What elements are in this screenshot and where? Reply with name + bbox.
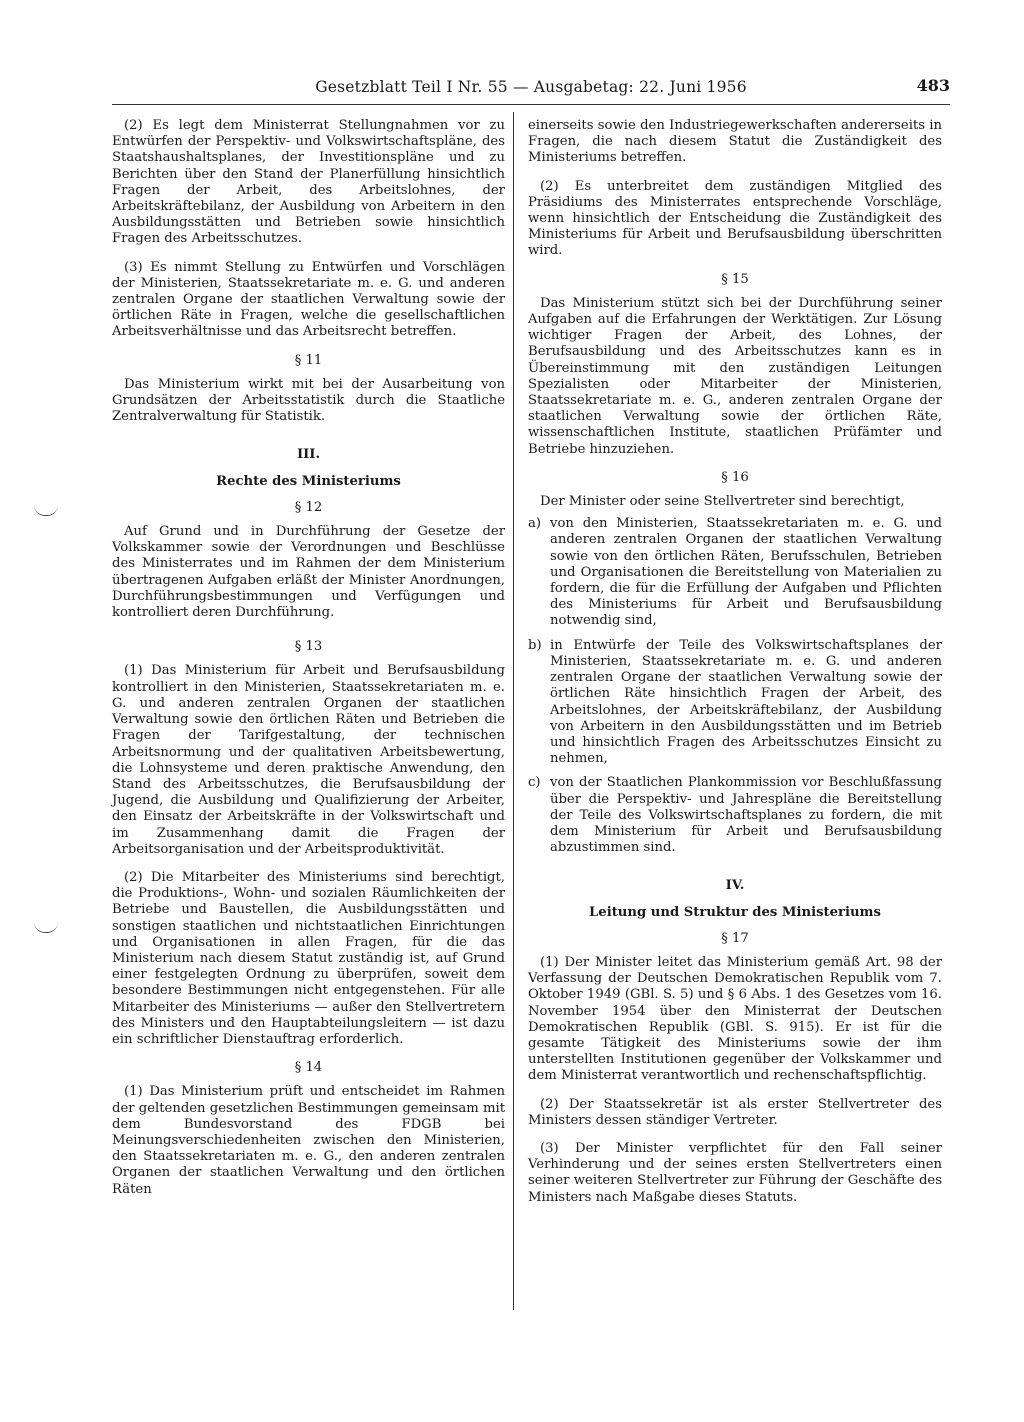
section-title: § 15 — [721, 271, 749, 287]
part-heading: Leitung und Struktur des Ministeriums — [589, 904, 881, 920]
section-title: § 14 — [294, 1060, 323, 1076]
list-item — [528, 775, 942, 856]
list-marker: a) — [528, 516, 542, 532]
paragraph: Der Minister oder seine Stellvertreter sind berechtigt, — [540, 494, 905, 510]
column-divider — [513, 112, 514, 1310]
page-header — [112, 76, 950, 102]
part-numeral: IV. — [725, 878, 745, 894]
paragraph: (3) Es nimmt Stellung zu Entwürfen und Vorschlägen der Ministerien, Staatssekretariate m. e. G. und anderen zentralen Organe der staatlichen Verwaltung sowie der örtlichen Räte in Fragen, welche die gesellschaftlichen Arbeitsverhältnisse und das Arbeitsrecht betreffen. — [112, 259, 505, 340]
part-numeral: III. — [296, 447, 321, 463]
header-rule — [112, 104, 950, 105]
paragraph: Auf Grund und in Durchführung der Gesetze der Volkskammer sowie der Verordnungen und Beschlüsse des Ministerrates und im Rahmen der dem Ministerium übertragenen Aufgaben erläßt der Minister Anordnungen, Durchführungsbestimmungen und Verfügungen und kontrolliert deren Durchführung. — [112, 524, 505, 621]
section-title: § 11 — [294, 352, 323, 368]
list-item — [528, 638, 942, 768]
margin-hole-mark — [34, 505, 58, 516]
list-item-text: in Entwürfe der Teile des Volkswirtschaftsplanes der Ministerien, Staatssekretariate m. e. G. und anderen zentralen Organe der staatlichen Verwaltung sowie der örtlichen Räte hinsichtlich Fragen der Arbeit, des Arbeitslohnes, der Arbeitskräftebilanz, der Ausbildung von Arbeitern in den Ausbildungsstätten und im Betrieb und hinsichtlich Fragen des Arbeitsschutzes Einsicht zu nehmen, — [550, 637, 942, 767]
gazette-title: Gesetzblatt Teil I Nr. 55 — Ausgabetag: 22. Juni 1956 — [315, 78, 747, 96]
left-column — [112, 118, 505, 1210]
paragraph: (1) Das Ministerium prüft und entscheidet im Rahmen der geltenden gesetzlichen Bestimmungen gemeinsam mit dem Bundesvorstand des FDGB bei Meinungsverschiedenheiten zwischen den Ministerien, den Staatssekretariaten m. e. G., den anderen zentralen Organen der staatlichen Verwaltung und den örtlichen Räten — [112, 1084, 505, 1197]
paragraph: (1) Das Ministerium für Arbeit und Berufsausbildung kontrolliert in den Ministerien, Staatssekretariaten m. e. G. und anderen zentralen Organen der staatlichen Verwaltung sowie den örtlichen Räten und Betrieben die Fragen der Tarifgestaltung, der technischen Arbeitsnormung und der qualitativen Arbeitsbewertung, die Lohnsysteme und deren praktische Anwendung, den Stand des Arbeitsschutzes, die Berufsausbildung der Jugend, die Ausbildung und Qualifizierung der Arbeiter, den Einsatz der Arbeitskräfte in der Volkswirtschaft und im Zusammenhang damit die Fragen der Arbeitsorganisation und der Arbeitsproduktivität. — [112, 663, 505, 857]
list-marker: b) — [528, 637, 542, 653]
list-item-text: von der Staatlichen Plankommission vor Beschlußfassung über die Perspektiv- und Jahrespläne die Bereitstellung der Teile des Volkswirtschaftsplanes zu fordern, die mit dem Ministerium für Arbeit und Berufsausbildung abzustimmen sind. — [550, 775, 942, 856]
paragraph: einerseits sowie den Industriegewerkschaften andererseits in Fragen, die nach diesem Statut die Zuständigkeit des Ministeriums betreffen. — [528, 118, 942, 166]
paragraph: (2) Der Staatssekretär ist als erster Stellvertreter des Ministers dessen ständiger Vertreter. — [528, 1096, 942, 1128]
paragraph: Das Ministerium wirkt mit bei der Ausarbeitung von Grundsätzen der Arbeitsstatistik durch die Staatliche Zentralverwaltung für Statistik. — [112, 376, 505, 425]
list-item — [528, 516, 942, 629]
paragraph: (3) Der Minister verpflichtet für den Fall seiner Verhinderung und der seines ersten Stellvertreters einen seiner weiteren Stellvertreter zur Führung der Geschäfte des Ministers nach Maßgabe dieses Statuts. — [528, 1140, 942, 1205]
section-title: § 17 — [721, 930, 749, 946]
paragraph: (2) Es legt dem Ministerrat Stellungnahmen vor zu Entwürfen der Perspektiv- und Volkswirtschaftspläne, des Staatshaushaltsplanes, der Investitionspläne und zu Berichten über den Stand der Planerfüllung hinsichtlich Fragen der Arbeit, des Arbeitslohnes, der Arbeitskräftebilanz, der Ausbildung von Arbeitern in den Ausbildungsstätten und Betrieben sowie hinsichtlich Fragen des Arbeitsschutzes. — [112, 118, 505, 247]
right-column — [528, 118, 942, 1218]
section-title: § 13 — [294, 639, 323, 655]
list-marker: c) — [528, 775, 541, 791]
section-title: § 12 — [294, 499, 323, 515]
paragraph: (2) Es unterbreitet dem zuständigen Mitglied des Präsidiums des Ministerrates entsprechende Vorschläge, wenn hinsichtlich der Entscheidung die Zuständigkeit des Ministeriums für Arbeit und Berufsausbildung überschritten wird. — [528, 178, 942, 259]
page-number: 483 — [916, 76, 950, 95]
paragraph: (2) Die Mitarbeiter des Ministeriums sind berechtigt, die Produktions-, Wohn- und sozialen Räumlichkeiten der Betriebe und Baustellen, die Ausbildungsstätten und sonstigen staatlichen und nichtstaatlichen Einrichtungen und Organisationen in allen Fragen, für die das Ministerium nach diesem Statut zuständig ist, auf Grund einer festgelegten Ordnung zu überprüfen, soweit dem besondere Bestimmungen nicht entgegenstehen. Für alle Mitarbeiter des Ministeriums — außer den Stellvertretern des Ministers und den Hauptabteilungsleitern — ist dazu ein schriftlicher Dienstauftrag erforderlich. — [112, 869, 505, 1047]
part-heading: Rechte des Ministeriums — [216, 473, 401, 489]
paragraph: Das Ministerium stützt sich bei der Durchführung seiner Aufgaben auf die Erfahrungen der Werktätigen. Zur Lösung wichtiger Fragen der Arbeit, des Lohnes, der Berufsausbildung und des Arbeitsschutzes kann es in Übereinstimmung mit den zuständigen Leitungen Spezialisten oder Mitarbeiter der Ministerien, Staatssekretariate m. e. G., anderen zentralen Organe der staatlichen Verwaltung sowie der örtlichen Räte, wissenschaftlichen Institute, staatlichen Prüfämter und Betriebe hinzuziehen. — [528, 295, 942, 457]
list-item-text: von den Ministerien, Staatssekretariaten m. e. G. und anderen zentralen Organen der staatlichen Verwaltung sowie von den örtlichen Räten, Berufsschulen, Betrieben und Organisationen die Bereitstellung von Materialien zu fordern, die für die Erfüllung der Aufgaben und Pflichten des Ministeriums für Arbeit und Berufsausbildung notwendig sind, — [550, 516, 942, 629]
paragraph: (1) Der Minister leitet das Ministerium gemäß Art. 98 der Verfassung der Deutschen Demokratischen Republik vom 7. Oktober 1949 (GBl. S. 5) und § 6 Abs. 1 des Gesetzes vom 16. November 1954 über den Ministerrat der Deutschen Demokratischen Republik (GBl. S. 915). Er ist für die gesamte Tätigkeit des Ministeriums sowie der ihm unterstellten Institutionen gegenüber der Volkskammer und dem Ministerrat verantwortlich und rechenschaftspflichtig. — [528, 954, 942, 1084]
section-title: § 16 — [721, 469, 749, 485]
margin-hole-mark — [34, 922, 58, 933]
